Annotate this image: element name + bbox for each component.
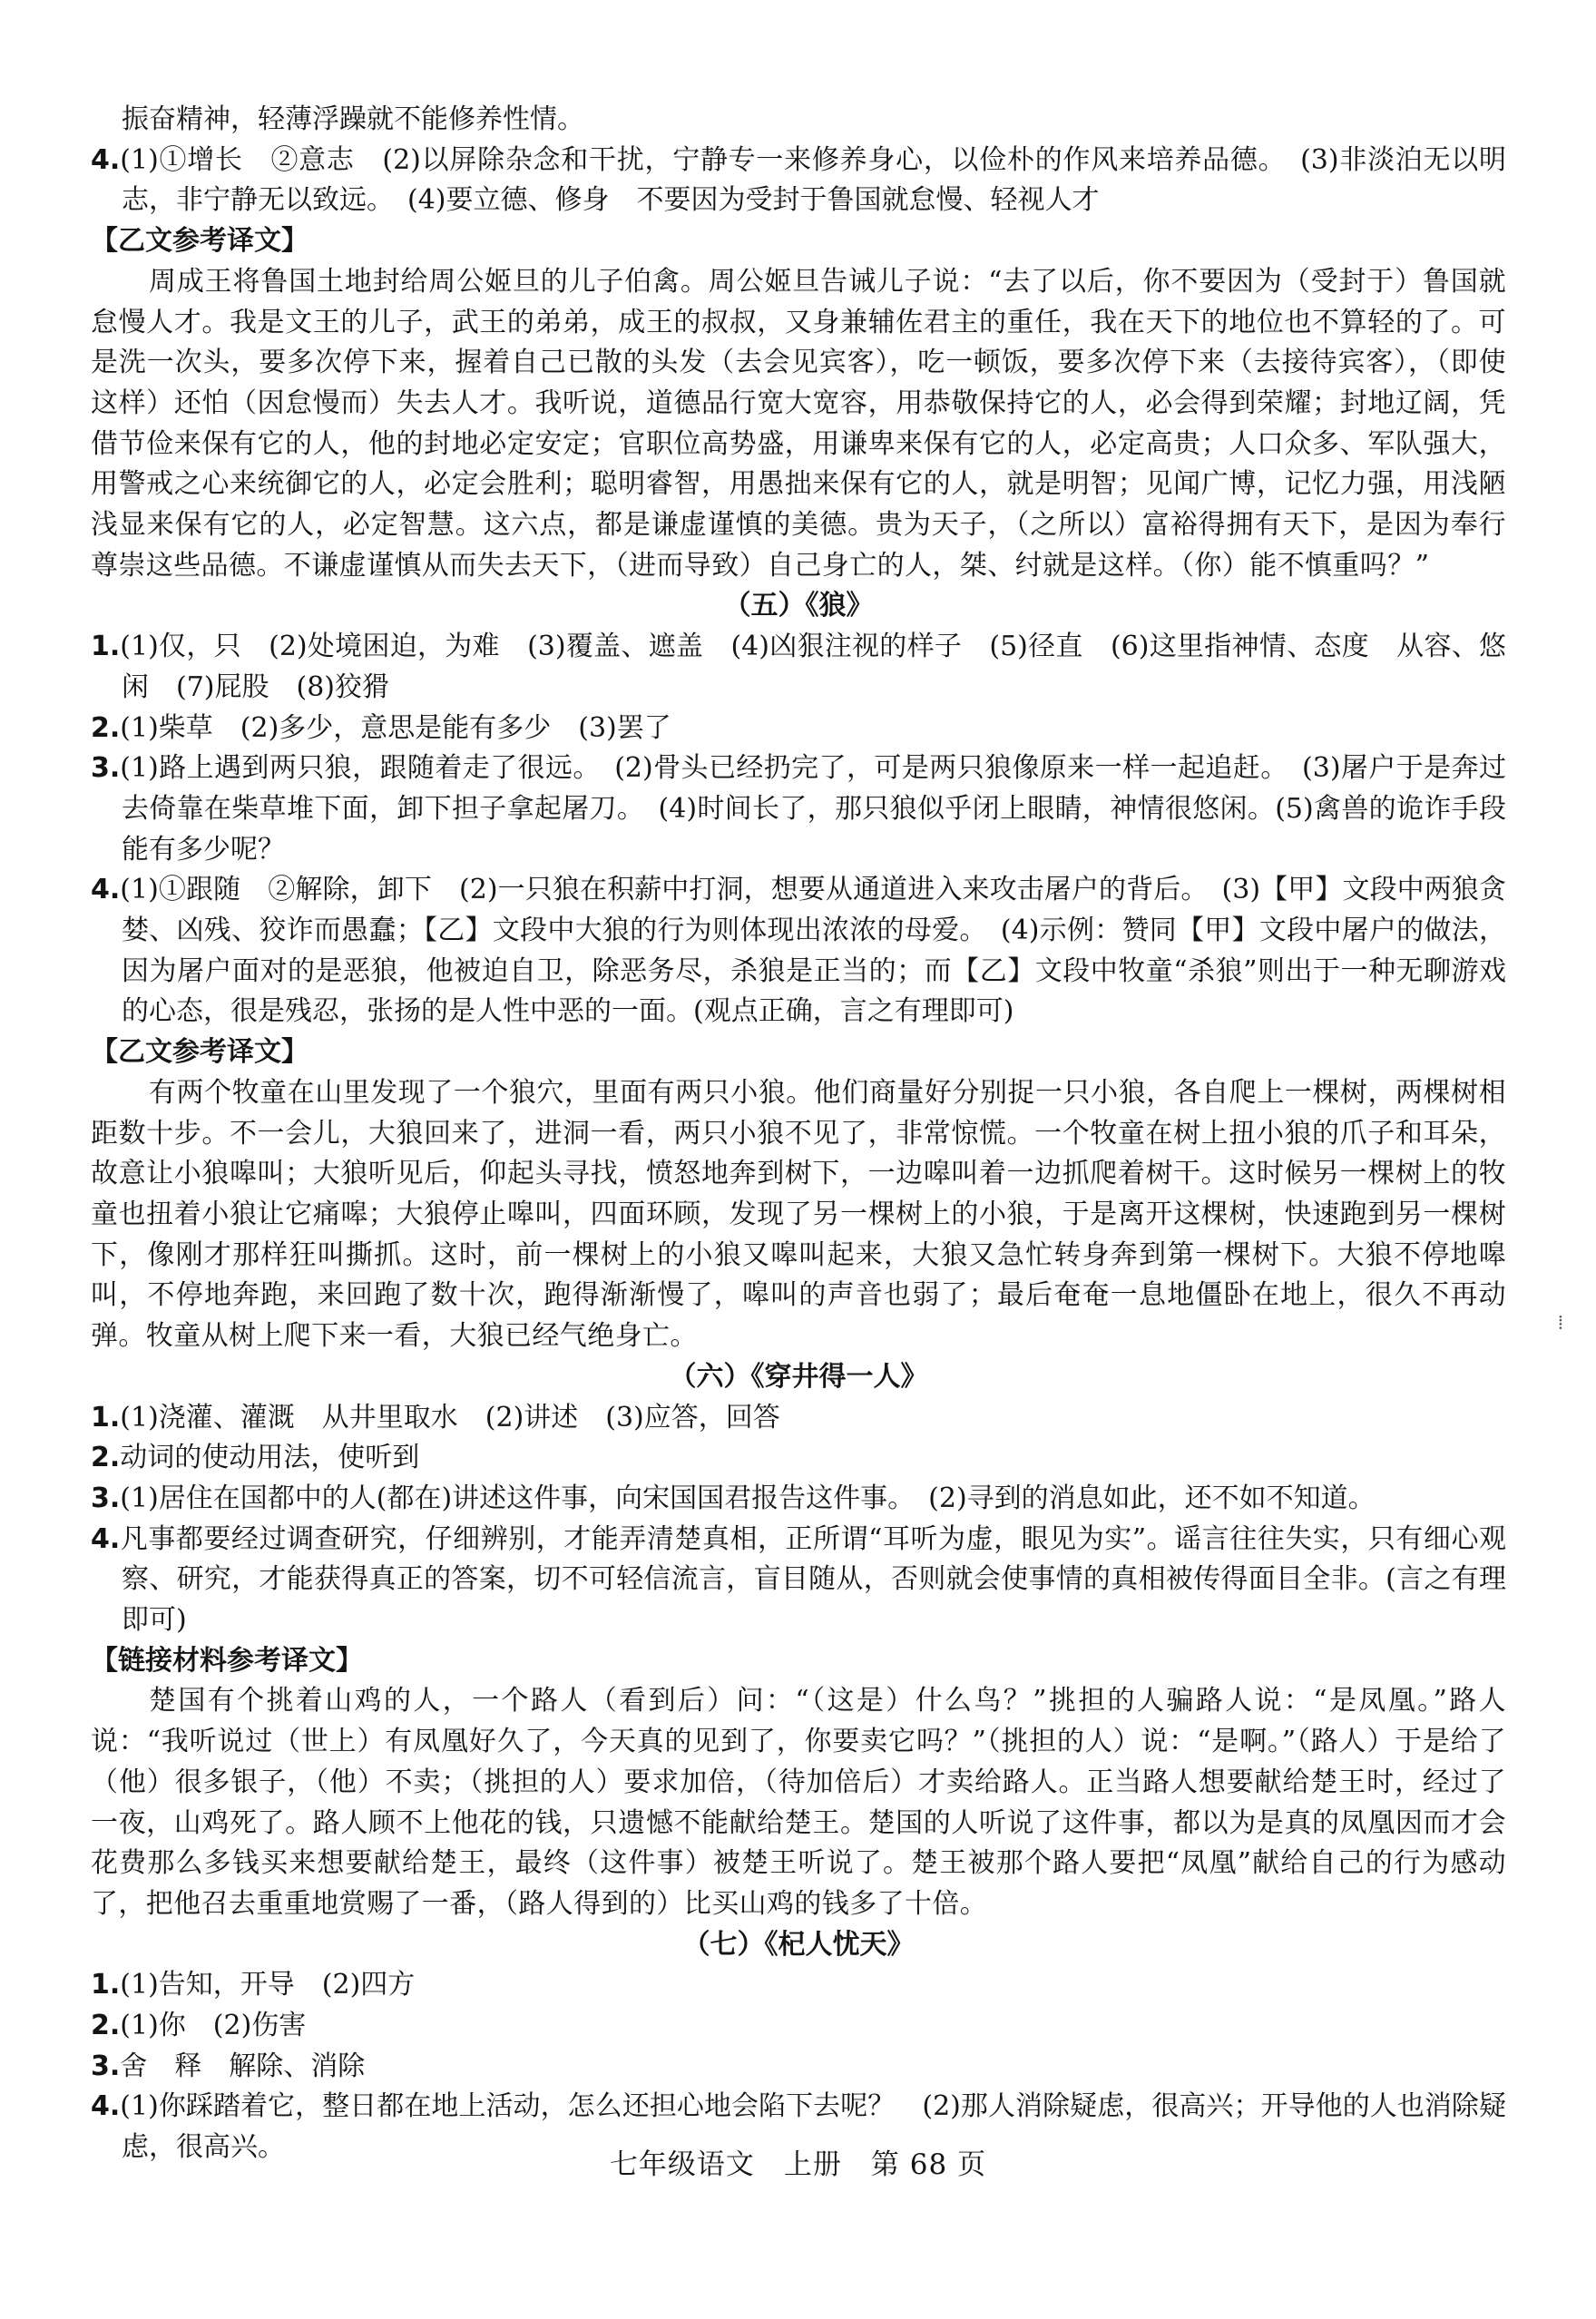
translation-text: 有两个牧童在山里发现了一个狼穴，里面有两只小狼。他们商量好分别捉一只小狼，各自爬上一棵树，两棵树相距数十步。不一会儿，大狼回来了，进洞一看，两只小狼不见了，非常惊慌。一个牧童在树上扭小狼的爪子和耳朵，故意让小狼嗥叫；大狼听见后，仰起头寻找，愤怒地奔到树下，一边嗥叫着一边抓爬着树干。这时候另一棵树上的牧童也扭着小狼让它痛嗥；大狼停止嗥叫，四面环顾，发现了另一棵树上的小狼，于是离开这棵树，快速跑到另一棵树下，像刚才那样狂叫撕抓。这时，前一棵树上的小狼又嗥叫起来，大狼又急忙转身奔到第一棵树下。大狼不停地嗥叫，不停地奔跑，来回跑了数十次，跑得渐渐慢了，嗥叫的声音也弱了；最后奄奄一息地僵卧在地上，很久不再动弹。牧童从树上爬下来一看，大狼已经气绝身亡。 xyxy=(91,1076,1506,1353)
question-2 xyxy=(91,2006,1506,2047)
question-number: 3. xyxy=(91,1482,121,1514)
continued-line: 振奋精神，轻薄浮躁就不能修养性情。 xyxy=(122,103,584,135)
question-2 xyxy=(91,1438,1506,1479)
question-4 xyxy=(91,1520,1506,1641)
question-4 xyxy=(91,870,1506,1032)
question-1 xyxy=(91,1398,1506,1439)
question-number: 1. xyxy=(91,631,121,663)
question-number: 2. xyxy=(91,1442,121,1474)
question-number: 4. xyxy=(91,143,121,176)
answer-text: 动词的使动用法，使听到 xyxy=(120,1442,420,1474)
answer-text: (1)①跟随 ②解除，卸下 (2)一只狼在积薪中打洞，想要从通道进入来攻击屠户的背后。 (3)【甲】文段中两狼贪婪、凶残、狡诈而愚蠢；【乙】文段中大狼的行为则体现出浓浓的母爱。 (4)示例：赞同【甲】文段中屠户的做法，因为屠户面对的是恶狼，他被迫自卫，除恶务尽，杀狼是正当的；而【乙】文段中牧童“杀狼”则出于一种无聊游戏的心态，很是残忍，张扬的是人性中恶的一面。(观点正确，言之有理即可) xyxy=(120,874,1506,1028)
question-number: 2. xyxy=(91,711,121,744)
translation-text: 楚国有个挑着山鸡的人，一个路人（看到后）问：“（这是）什么鸟？”挑担的人骗路人说：“是凤凰。”路人说：“我听说过（世上）有凤凰好久了，今天真的见到了，你要卖它吗？”（挑担的人）说：“是啊。”（路人）于是给了（他）很多银子，（他）不卖；（挑担的人）要求加倍，（待加倍后）才卖给路人。正当路人想要献给楚王时，经过了一夜，山鸡死了。路人顾不上他花的钱，只遗憾不能献给楚王。楚国的人听说了这件事，都以为是真的凤凰因而才会花费那么多钱买来想要献给楚王，最终（这件事）被楚王听说了。楚王被那个路人要把“凤凰”献给自己的行为感动了，把他召去重重地赏赐了一番，（路人得到的）比买山鸡的钱多了十倍。 xyxy=(91,1685,1506,1920)
answer-text: 凡事都要经过调查研究，仔细辨别，才能弄清楚真相，正所谓“耳听为虚，眼见为实”。谣言往往失实，只有细心观察、研究，才能获得真正的答案，切不可轻信流言，盲目随从，否则就会使事情的真相被传得面目全非。(言之有理即可) xyxy=(120,1522,1506,1637)
translation-heading: 【链接材料参考译文】 xyxy=(91,1644,363,1677)
section-title-well: （六）《穿井得一人》 xyxy=(669,1360,928,1393)
question-number: 4. xyxy=(91,874,121,906)
question-3 xyxy=(91,749,1506,870)
section-title-qi: （七）《杞人忧天》 xyxy=(682,1928,915,1961)
question-number: 1. xyxy=(91,1969,121,2001)
answer-text: (1)浇灌、灌溉 从井里取水 (2)讲述 (3)应答，回答 xyxy=(120,1401,780,1433)
margin-dots: ⁞ xyxy=(1557,1312,1563,1335)
answer-text: (1)你 (2)伤害 xyxy=(120,2010,307,2042)
answer-text: (1)柴草 (2)多少，意思是能有多少 (3)罢了 xyxy=(120,711,671,744)
question-number: 3. xyxy=(91,2050,121,2082)
page-content xyxy=(91,100,1506,2168)
question-4 xyxy=(91,141,1506,221)
question-number: 1. xyxy=(91,1401,121,1433)
answer-text: (1)居住在国都中的人(都在)讲述这件事，向宋国国君报告这件事。 (2)寻到的消息如此，还不如不知道。 xyxy=(120,1482,1376,1514)
question-2 xyxy=(91,709,1506,749)
question-3 xyxy=(91,2047,1506,2088)
question-number: 3. xyxy=(91,752,121,785)
answer-text: 舍 释 解除、消除 xyxy=(120,2050,366,2082)
page-footer: 七年级语文 上册 第 68 页 xyxy=(609,2148,987,2181)
translation-heading: 【乙文参考译文】 xyxy=(91,225,308,258)
translation-heading: 【乙文参考译文】 xyxy=(91,1036,308,1069)
translation-text: 周成王将鲁国土地封给周公姬旦的儿子伯禽。周公姬旦告诫儿子说：“去了以后，你不要因为（受封于）鲁国就怠慢人才。我是文王的儿子，武王的弟弟，成王的叔叔，又身兼辅佐君主的重任，我在天下的地位也不算轻的了。可是洗一次头，要多次停下来，握着自己已散的头发（去会见宾客），吃一顿饭，要多次停下来（去接待宾客），（即使这样）还怕（因怠慢而）失去人才。我听说，道德品行宽大宽容，用恭敬保持它的人，必会得到荣耀；封地辽阔，凭借节俭来保有它的人，他的封地必定安定；官职位高势盛，用谦卑来保有它的人，必定高贵；人口众多、军队强大，用警戒之心来统御它的人，必定会胜利；聪明睿智，用愚拙来保有它的人，就是明智；见闻广博，记忆力强，用浅陋浅显来保有它的人，必定智慧。这六点，都是谦虚谨慎的美德。贵为天子，（之所以）富裕得拥有天下，是因为奉行尊崇这些品德。不谦虚谨慎从而失去天下，（进而导致）自己身亡的人，桀、纣就是这样。（你）能不慎重吗？” xyxy=(91,265,1506,582)
question-number: 4. xyxy=(91,2090,121,2123)
question-1 xyxy=(91,1965,1506,2006)
question-1 xyxy=(91,627,1506,708)
answer-text: (1)告知，开导 (2)四方 xyxy=(120,1969,416,2001)
section-title-wolf: （五）《狼》 xyxy=(723,590,874,622)
question-3 xyxy=(91,1479,1506,1520)
answer-text: (1)路上遇到两只狼，跟随着走了很远。 (2)骨头已经扔完了，可是两只狼像原来一样一起追赶。 (3)屠户于是奔过去倚靠在柴草堆下面，卸下担子拿起屠刀。 (4)时间长了，那只狼似乎闭上眼睛，神情很悠闲。(5)禽兽的诡诈手段能有多少呢？ xyxy=(120,752,1506,866)
question-number: 2. xyxy=(91,2010,121,2042)
answer-text: (1)仅，只 (2)处境困迫，为难 (3)覆盖、遮盖 (4)凶狠注视的样子 (5)径直 (6)这里指神情、态度 从容、悠闲 (7)屁股 (8)狡猾 xyxy=(120,631,1506,703)
question-number: 4. xyxy=(91,1522,121,1555)
answer-text: (1)你踩踏着它，整日都在地上活动，怎么还担心地会陷下去呢？ (2)那人消除疑虑，很高兴；开导他的人也消除疑虑，很高兴。 xyxy=(120,2090,1506,2164)
answer-text: (1)①增长 ②意志 (2)以屏除杂念和干扰，宁静专一来修养身心，以俭朴的作风来培养品德。 (3)非淡泊无以明志，非宁静无以致远。 (4)要立德、修身 不要因为受封于鲁国就怠慢、轻视人才 xyxy=(120,143,1506,217)
